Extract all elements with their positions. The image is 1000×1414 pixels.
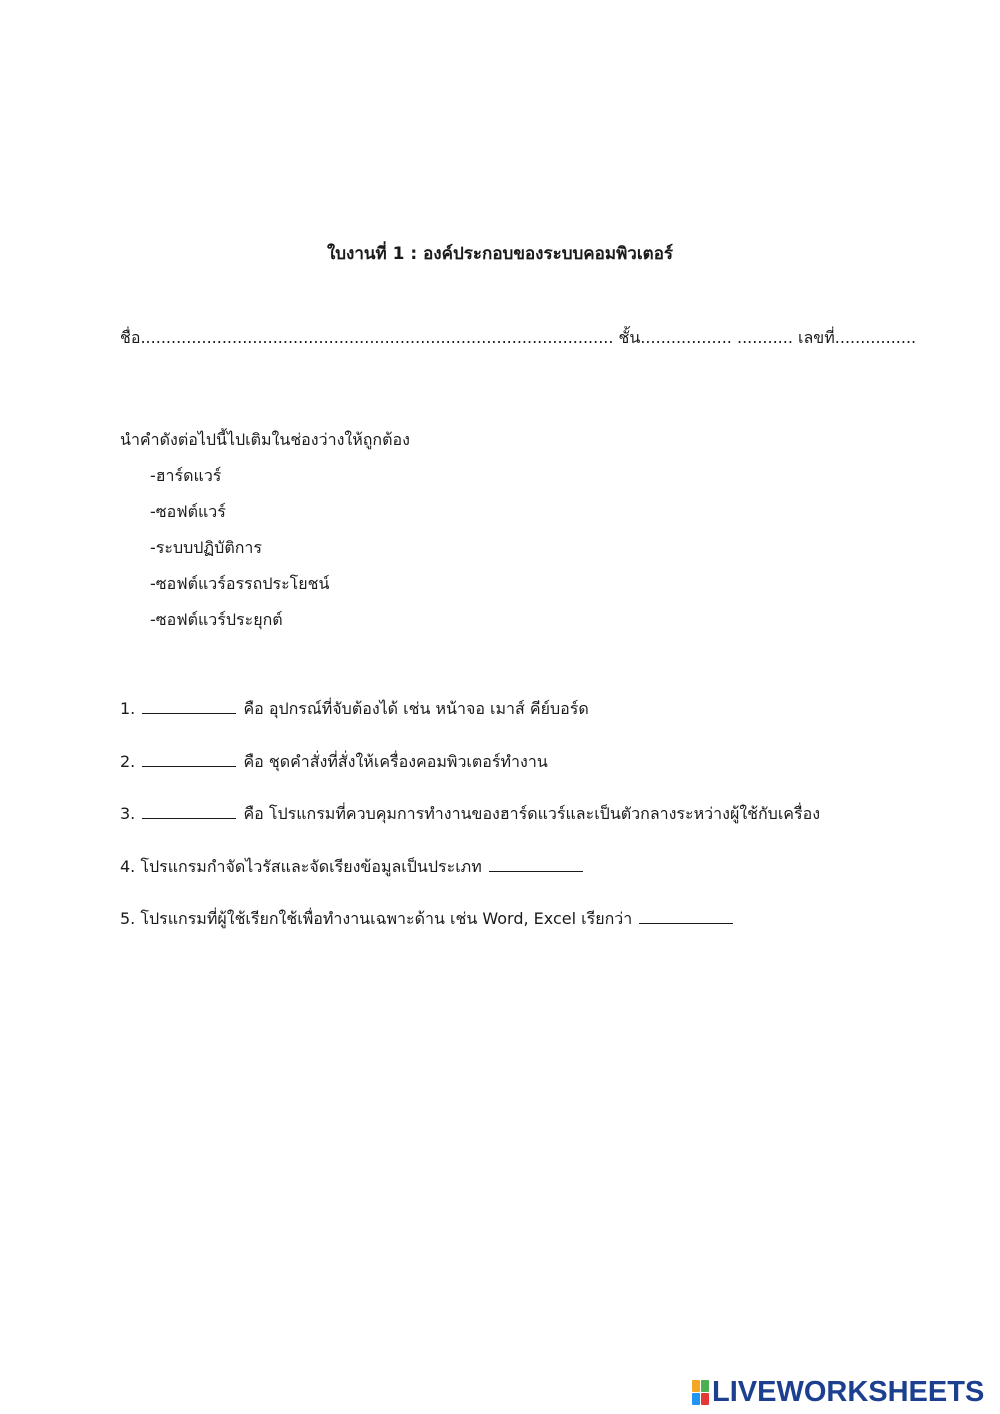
question-prefix: 1. — [120, 699, 141, 718]
word-bank-item: -ฮาร์ดแวร์ — [150, 466, 222, 485]
question-3 — [120, 801, 820, 854]
answer-blank-3[interactable] — [142, 801, 236, 819]
question-text: 4. โปรแกรมกำจัดไวรัสและจัดเรียงข้อมูลเป็นประเภท — [120, 856, 487, 876]
question-prefix: 2. — [120, 751, 141, 771]
word-bank-item: -ซอฟต์แวร์อรรถประโยชน์ — [150, 574, 330, 593]
question-1 — [120, 696, 820, 749]
question-prefix: 3. — [120, 804, 141, 823]
word-bank — [150, 464, 329, 644]
question-5 — [120, 906, 820, 959]
answer-blank-4[interactable] — [489, 854, 583, 872]
logo-mark-icon — [692, 1380, 709, 1405]
student-info-line: ชื่อ............................................................................................. ชั้น.................. ........... เลขที่................ — [120, 328, 917, 347]
logo-square — [701, 1393, 709, 1405]
question-list — [120, 696, 820, 959]
logo-square — [701, 1380, 709, 1392]
question-text: คือ โปรแกรมที่ควบคุมการทำงานของฮาร์ดแวร์และเป็นตัวกลางระหว่างผู้ใช้กับเครื่อง — [238, 804, 821, 823]
logo-square — [692, 1380, 700, 1392]
question-2 — [120, 749, 820, 802]
logo-text: LIVEWORKSHEETS — [712, 1376, 985, 1408]
word-bank-item: -ซอฟต์แวร์ประยุกต์ — [150, 610, 283, 629]
question-text: 5. โปรแกรมที่ผู้ใช้เรียกใช้เพื่อทำงานเฉพาะด้าน เช่น Word, Excel เรียกว่า — [120, 909, 638, 928]
worksheet-title: ใบงานที่ 1 : องค์ประกอบของระบบคอมพิวเตอร์ — [326, 244, 674, 264]
liveworksheets-logo — [692, 1376, 984, 1409]
question-text: คือ อุปกรณ์ที่จับต้องได้ เช่น หน้าจอ เมาส์ คีย์บอร์ด — [238, 699, 589, 718]
question-text: คือ ชุดคำสั่งที่สั่งให้เครื่องคอมพิวเตอร์ทำงาน — [238, 751, 548, 771]
question-4 — [120, 854, 820, 907]
answer-blank-1[interactable] — [142, 696, 236, 714]
logo-square — [692, 1393, 700, 1405]
word-bank-item: -ระบบปฏิบัติการ — [150, 538, 262, 557]
instruction-text: นำคำดังต่อไปนี้ไปเติมในช่องว่างให้ถูกต้อง — [120, 430, 410, 449]
answer-blank-5[interactable] — [639, 906, 733, 924]
answer-blank-2[interactable] — [142, 749, 236, 767]
word-bank-item: -ซอฟต์แวร์ — [150, 502, 226, 521]
